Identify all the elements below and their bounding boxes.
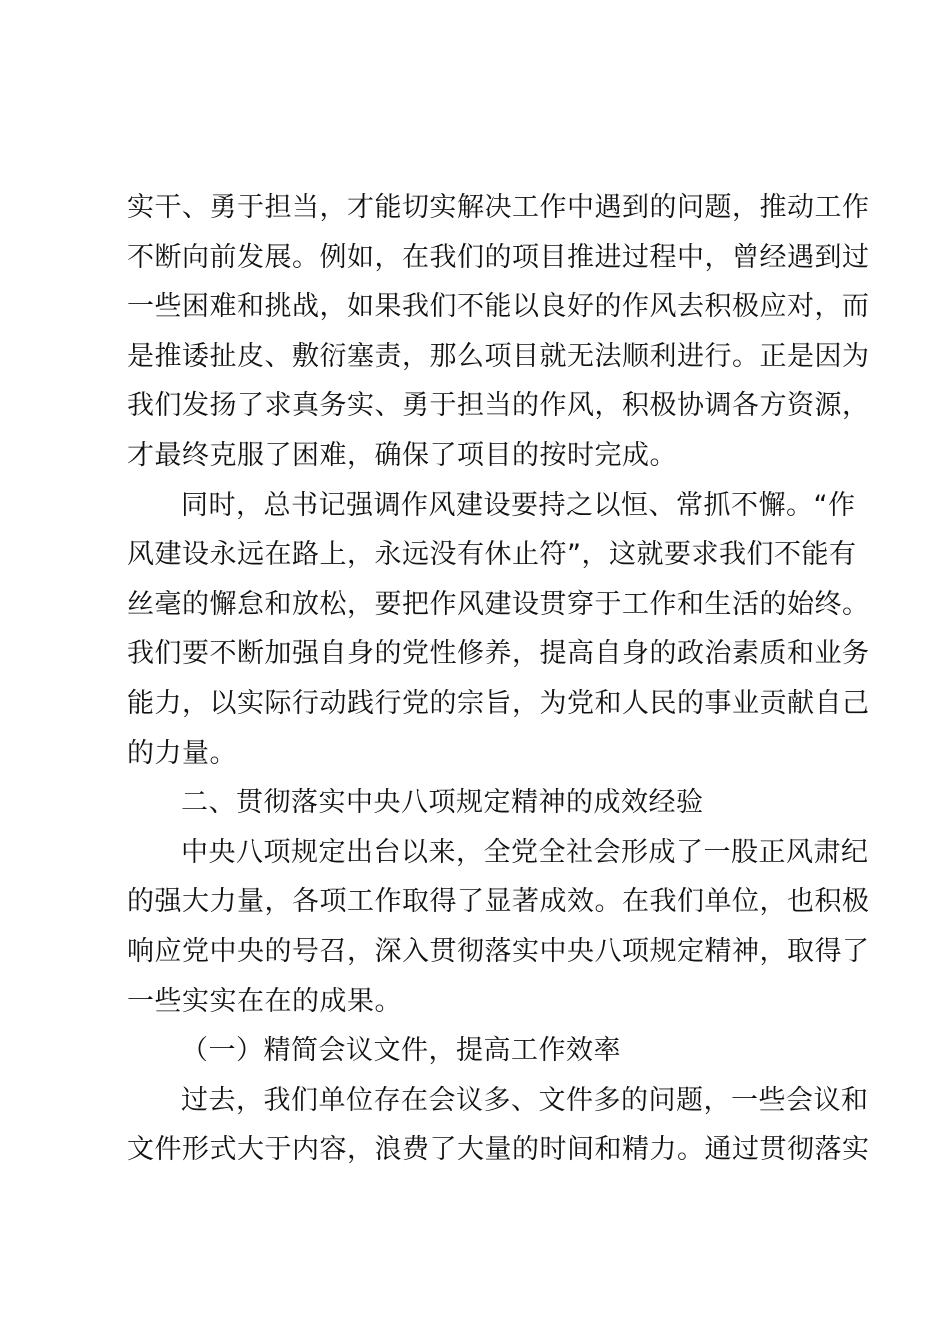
heading-text: （一）精简会议文件，提高工作效率 [181,1035,621,1067]
text-line: 中央八项规定出台以来，全党全社会形成了一股正风肃纪 [181,836,869,868]
text-line: 风建设永远在路上，永远没有休止符”，这就要求我们不能有 [127,539,857,571]
subsection-heading [127,1026,833,1076]
text-line: 实干、勇于担当，才能切实解决工作中遇到的问题，推动工作 [127,192,870,223]
text-line: 响应党中央的号召，深入贯彻落实中央八项规定精神，取得了 [127,935,870,967]
text-line: 的力量。 [127,737,237,769]
text-line: 我们发扬了求真务实、勇于担当的作风，积极协调各方资源， [127,390,870,422]
text-line: 一些困难和挑战，如果我们不能以良好的作风去积极应对，而 [127,291,870,323]
text-line: 能力，以实际行动践行党的宗旨，为党和人民的事业贡献自己 [127,687,870,719]
paragraph-2 [127,481,870,779]
paragraph-3 [127,828,870,1026]
section-heading [127,778,833,828]
text-line: 同时，总书记强调作风建设要持之以恒、常抓不懈。“作 [181,489,856,521]
text-line: 过去，我们单位存在会议多、文件多的问题，一些会议和 [181,1084,869,1116]
text-line: 我们要不断加强自身的党性修养，提高自身的政治素质和业务 [127,638,870,670]
text-line: 不断向前发展。例如，在我们的项目推进过程中，曾经遇到过 [127,241,870,273]
text-line: 文件形式大于内容，浪费了大量的时间和精力。通过贯彻落实 [127,1134,870,1166]
text-line: 一些实实在在的成果。 [127,985,402,1017]
paragraph-1 [127,183,870,481]
text-line: 丝毫的懈怠和放松，要把作风建设贯穿于工作和生活的始终。 [127,588,870,620]
text-line: 的强大力量，各项工作取得了显著成效。在我们单位，也积极 [127,886,870,918]
heading-text: 二、贯彻落实中央八项规定精神的成效经验 [181,787,704,819]
paragraph-4 [127,1076,870,1175]
text-line: 是推诿扯皮、敷衍塞责，那么项目就无法顺利进行。正是因为 [127,340,870,372]
document-body [127,183,870,1175]
text-line: 才最终克服了困难，确保了项目的按时完成。 [127,439,677,471]
